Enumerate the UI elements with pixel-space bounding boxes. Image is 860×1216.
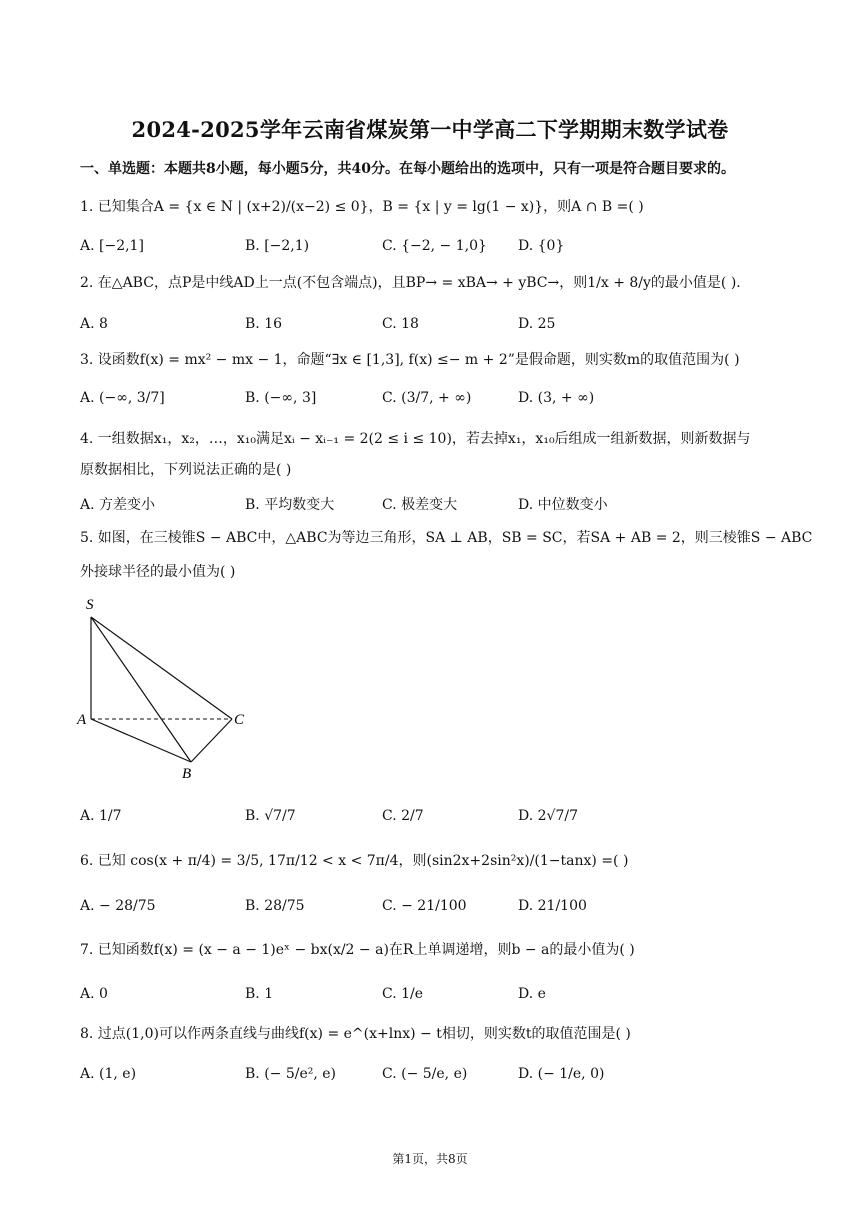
question-5-stem: 5. 如图，在三棱锥S − ABC中，△ABC为等边三角形，SA ⊥ AB，SB = SC，若SA + AB = 2，则三棱锥S − ABC [80, 530, 813, 546]
page-title: 2024-2025学年云南省煤炭第一中学高二下学期期末数学试卷 [131, 117, 729, 142]
question-4-option-b: B. 平均数变大 [245, 497, 335, 513]
question-8-option-c: C. (− 5/e, e) [382, 1066, 468, 1082]
question-4-stem-continued: 原数据相比，下列说法正确的是( ) [80, 462, 292, 478]
question-4-option-a: A. 方差变小 [80, 497, 156, 513]
question-5-option-c: C. 2/7 [382, 808, 424, 824]
question-7-option-b: B. 1 [245, 986, 274, 1002]
page-footer: 第1页，共8页 [392, 1152, 468, 1166]
question-2-option-c: C. 18 [382, 316, 419, 332]
question-6-option-c: C. − 21/100 [382, 898, 467, 914]
question-1-option-a: A. [−2,1] [80, 238, 144, 254]
question-1-option-b: B. [−2,1) [245, 238, 310, 254]
question-5-stem-continued: 外接球半径的最小值为( ) [80, 564, 236, 580]
vertex-label-a: A [77, 712, 87, 728]
question-2-option-b: B. 16 [245, 316, 283, 332]
question-8-option-b: B. (− 5/e², e) [245, 1066, 336, 1082]
question-2-option-a: A. 8 [80, 316, 108, 332]
question-8-option-a: A. (1, e) [80, 1066, 137, 1082]
question-4-stem: 4. 一组数据x₁，x₂，…，x₁₀满足xᵢ − xᵢ₋₁ = 2(2 ≤ i ≤ 10)，若去掉x₁，x₁₀后组成一组新数据，则新数据与 [80, 431, 751, 447]
question-5-option-a: A. 1/7 [80, 808, 122, 824]
question-6-option-b: B. 28/75 [245, 898, 305, 914]
question-3-option-d: D. (3, + ∞) [518, 390, 595, 406]
question-3-stem: 3. 设函数f(x) = mx² − mx − 1，命题“∃x ∈ [1,3], f(x) ≤− m + 2”是假命题，则实数m的取值范围为( ) [80, 352, 740, 368]
vertex-label-s: S [86, 597, 94, 613]
question-7-option-c: C. 1/e [382, 986, 424, 1002]
question-4-option-d: D. 中位数变小 [518, 497, 608, 513]
pyramid-figure [74, 592, 274, 787]
vertex-label-c: C [234, 712, 245, 728]
question-3-option-a: A. (−∞, 3/7] [80, 390, 165, 406]
edge-sc [91, 617, 232, 719]
question-6-stem: 6. 已知 cos(x + π/4) = 3/5, 17π/12 < x < 7π/4，则(sin2x+2sin²x)/(1−tanx) =( ) [80, 853, 629, 869]
question-5-option-b: B. √7/7 [245, 808, 296, 824]
question-7-option-d: D. e [518, 986, 546, 1002]
question-7-stem: 7. 已知函数f(x) = (x − a − 1)eˣ − bx(x/2 − a)在R上单调递增，则b − a的最小值为( ) [80, 942, 635, 958]
question-7-option-a: A. 0 [80, 986, 108, 1002]
question-8-stem: 8. 过点(1,0)可以作两条直线与曲线f(x) = e^(x+lnx) − t相切，则实数t的取值范围是( ) [80, 1026, 631, 1042]
edge-bc [191, 719, 232, 762]
question-8-option-d: D. (− 1/e, 0) [518, 1066, 605, 1082]
question-4-option-c: C. 极差变大 [382, 497, 458, 513]
question-3-option-c: C. (3/7, + ∞) [382, 390, 472, 406]
question-5-option-d: D. 2√7/7 [518, 808, 578, 824]
question-3-option-b: B. (−∞, 3] [245, 390, 317, 406]
question-1-option-d: D. {0} [518, 238, 565, 254]
question-1-option-c: C. {−2, − 1,0} [382, 238, 487, 254]
question-1-stem: 1. 已知集合A = {x ∈ N | (x+2)/(x−2) ≤ 0}，B = {x | y = lg(1 − x)}，则A ∩ B =( ) [80, 199, 644, 215]
vertex-label-b: B [182, 766, 192, 782]
section-heading: 一、单选题：本题共8小题，每小题5分，共40分。在每小题给出的选项中，只有一项是符合题目要求的。 [80, 161, 735, 177]
question-2-option-d: D. 25 [518, 316, 556, 332]
question-6-option-a: A. − 28/75 [80, 898, 156, 914]
question-6-option-d: D. 21/100 [518, 898, 587, 914]
question-2-stem: 2. 在△ABC，点P是中线AD上一点(不包含端点)，且BP→ = xBA→ + yBC→，则1/x + 8/y的最小值是( ). [80, 275, 741, 291]
